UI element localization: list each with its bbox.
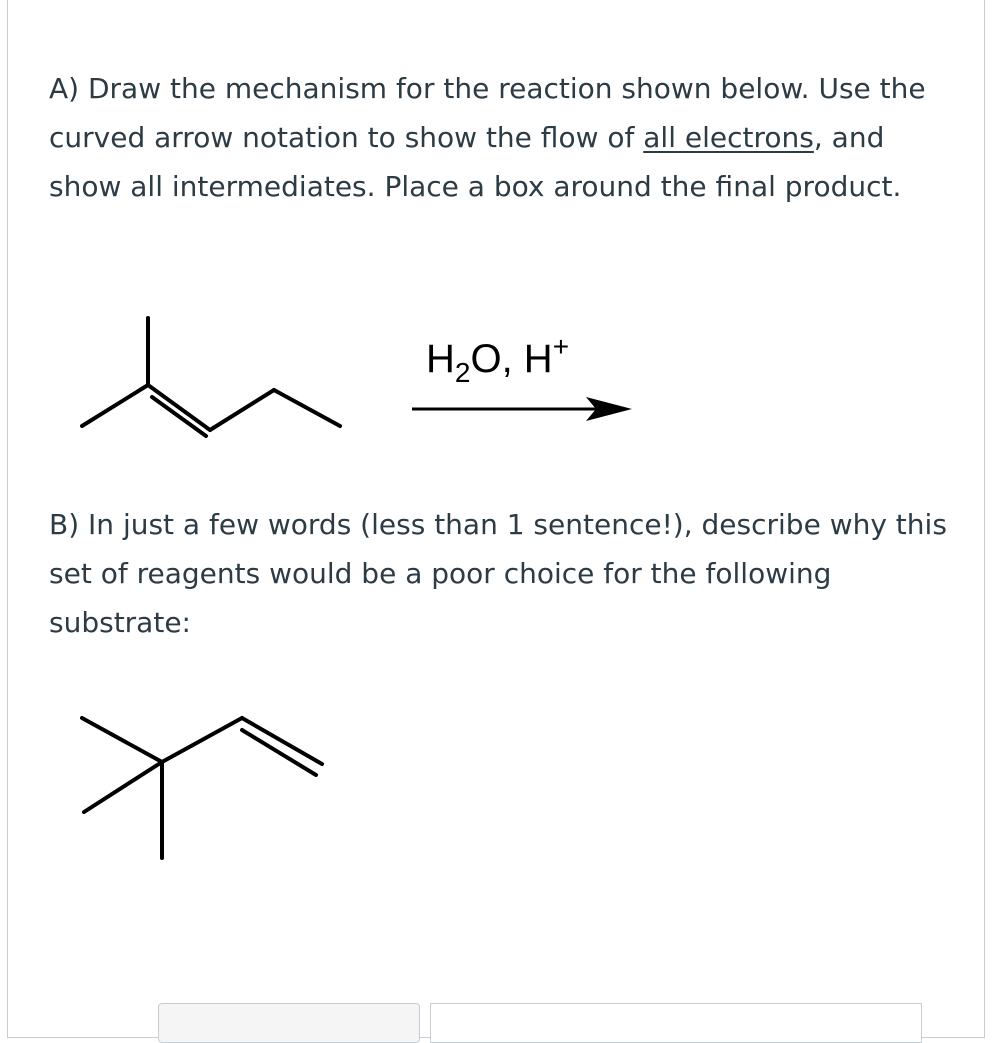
- reagent-label: $H_2O$, H+: [426, 331, 570, 388]
- part-a-text-before: A) Draw the mechanism for the reaction shown below. Use the curved arrow notation to show the flow of: [49, 72, 926, 154]
- vinyl-single-bond: [162, 718, 242, 762]
- part-b-prompt: B) In just a few words (less than 1 sentence!), describe why this set of reagents would be a poor choice for the following substrate:: [49, 508, 947, 639]
- answer-field[interactable]: [430, 1003, 922, 1043]
- tbutyl-bond-upper-left: [82, 718, 162, 762]
- upload-button[interactable]: [158, 1003, 420, 1043]
- chain-bond-1: [210, 390, 274, 430]
- part-a-text-after: , and show all intermediates. Place a box around the final product.: [49, 121, 902, 203]
- methyl-bond-left: [82, 385, 148, 426]
- part-a-prompt: [49, 64, 954, 211]
- part-a-emphasis: all electrons: [643, 121, 814, 154]
- double-bond-outer: [148, 385, 210, 430]
- double-bond-inner: [152, 397, 206, 436]
- vinyl-double-bond-outer: [242, 718, 322, 764]
- alkene-structure: [82, 318, 340, 436]
- chain-bond-2: [274, 390, 340, 426]
- tbutyl-bond-lower-left: [84, 762, 162, 812]
- reaction-scheme: [60, 300, 660, 450]
- substrate-structure: [60, 700, 360, 870]
